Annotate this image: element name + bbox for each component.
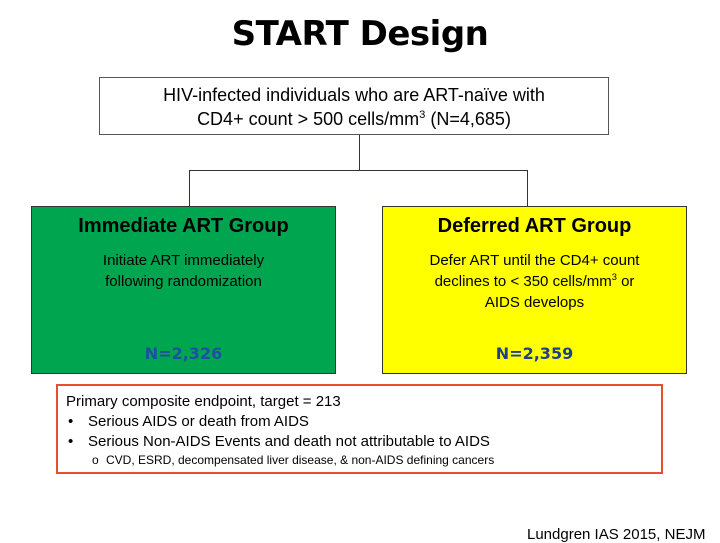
- deferred-desc-line-2-text: declines to < 350 cells/mm: [434, 273, 612, 290]
- primary-endpoint-box: [56, 384, 663, 474]
- immediate-group-n: N=2,326: [144, 344, 223, 363]
- deferred-group-n: N=2,359: [495, 344, 574, 363]
- deferred-group-description: [383, 250, 686, 313]
- citation: Lundgren IAS 2015, NEJM: [527, 526, 706, 543]
- endpoint-item: [66, 412, 653, 432]
- endpoint-item-text: Serious AIDS or death from AIDS: [88, 413, 309, 430]
- deferred-desc-superscript: 3: [611, 272, 617, 282]
- sub-bullet-icon: o: [92, 453, 99, 467]
- connector-vertical-left: [189, 170, 190, 206]
- immediate-group-title: Immediate ART Group: [78, 215, 289, 237]
- connector-vertical-top: [359, 135, 360, 170]
- endpoint-item: [66, 432, 653, 452]
- endpoint-subitem-text: CVD, ESRD, decompensated liver disease, & non-AIDS defining cancers: [106, 453, 495, 467]
- deferred-desc-line-1: Defer ART until the CD4+ count: [429, 252, 640, 269]
- slide-title: START Design: [231, 14, 489, 54]
- population-line-1: HIV-infected individuals who are ART-naïve with: [163, 85, 545, 105]
- endpoint-subitem: [66, 452, 653, 469]
- deferred-art-group-box: [382, 206, 687, 374]
- deferred-group-title: Deferred ART Group: [437, 215, 632, 237]
- population-line-2: [100, 107, 608, 131]
- connector-horizontal: [189, 170, 528, 171]
- endpoint-heading: Primary composite endpoint, target = 213: [66, 393, 341, 410]
- immediate-desc-line-1: Initiate ART immediately: [102, 252, 265, 269]
- immediate-group-description: [32, 250, 335, 292]
- immediate-desc-line-2: following randomization: [105, 273, 262, 290]
- connector-vertical-right: [527, 170, 528, 206]
- deferred-desc-line-2: [383, 271, 686, 292]
- bullet-icon: •: [68, 413, 74, 430]
- deferred-desc-line-3: AIDS develops: [484, 294, 585, 311]
- endpoint-item-text: Serious Non-AIDS Events and death not attributable to AIDS: [88, 433, 490, 450]
- population-count-text: CD4+ count > 500 cells/mm: [197, 109, 420, 129]
- immediate-art-group-box: [31, 206, 336, 374]
- population-superscript: 3: [419, 109, 426, 121]
- deferred-desc-line-2-tail: or: [616, 273, 635, 290]
- population-n-text: (N=4,685): [425, 109, 511, 129]
- population-box: [99, 77, 609, 135]
- bullet-icon: •: [68, 433, 74, 450]
